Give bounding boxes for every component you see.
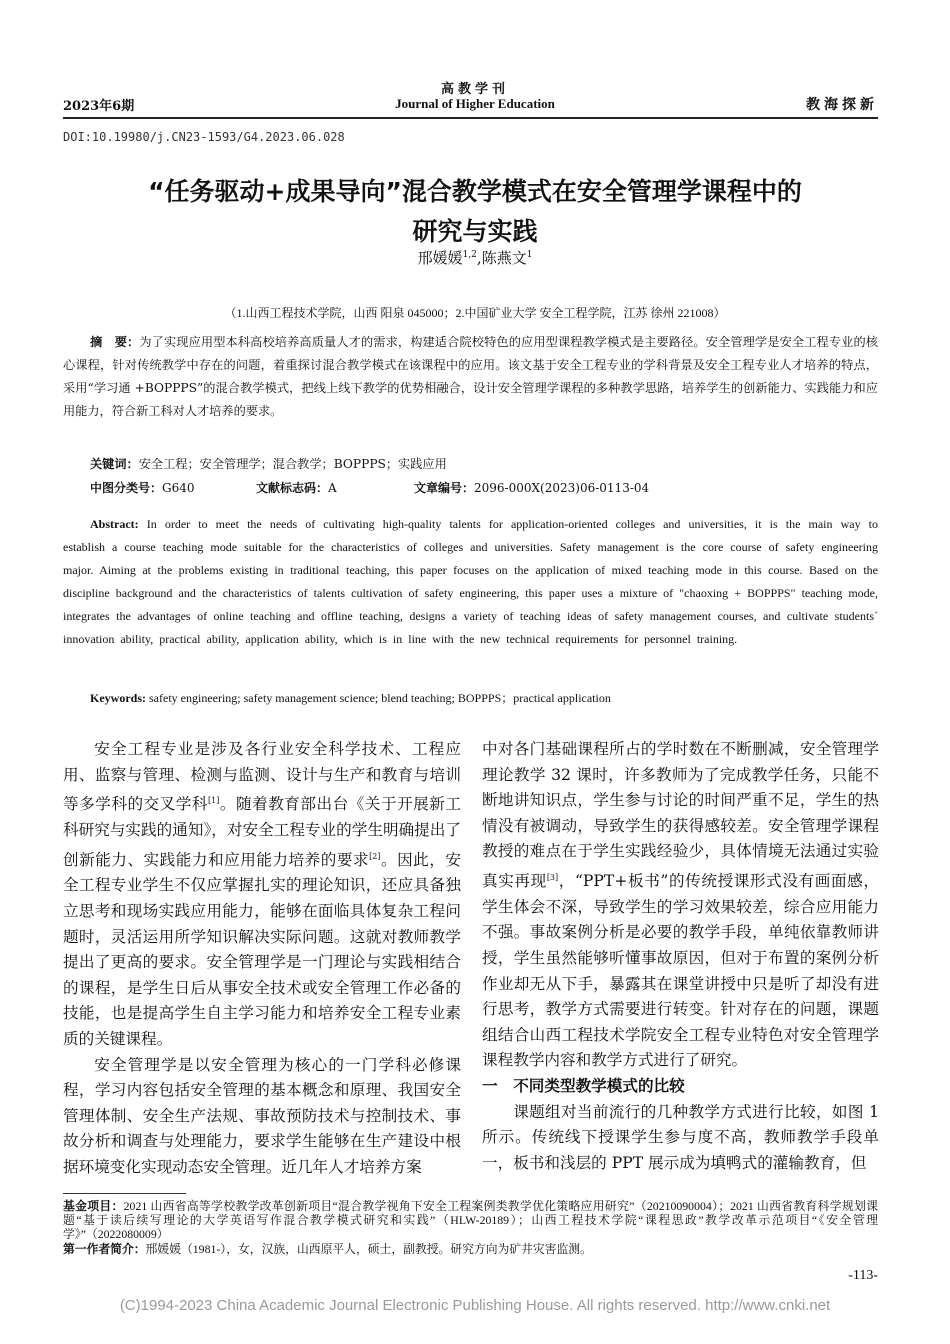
citation-3: [3] (546, 872, 559, 882)
abstract-zh (63, 331, 878, 423)
issue-label: 2023年6期 (63, 99, 135, 114)
title-line-1: “任务驱动+成果导向”混合教学模式在安全管理学课程中的 (148, 177, 802, 206)
keywords-en (90, 689, 611, 706)
journal-name-zh: 高教学刊 (440, 82, 509, 97)
header-rule (63, 117, 878, 119)
p1-text-c: 。因此，安全工程专业学生不仅应掌握扎实的理论知识，还应具备独立思考和现场实践应用能力，能够在面临具体复杂工程问题时，灵活运用所学知识解决实际问题。这就对教师教学提出了更高的要求。安全管理学是一门理论与实践相结合的课程，是学生日后从事安全技术或安全管理工作必备的技能，也是提高学生自主学习能力和培养安全工程专业素质的关键课程。 (63, 850, 461, 1048)
keywords-zh (90, 455, 447, 472)
abstract-zh-label: 摘 要： (90, 335, 140, 349)
paragraph-4: 课题组对当前流行的几种教学方式进行比较，如图 1 所示。传统线下授课学生参与度不高，教师教学手段单一，板书和浅层的 PPT 展示成为填鸭式的灌输教育，但 (482, 1102, 879, 1172)
page-number: -113- (848, 1268, 878, 1283)
abstract-en-text: In order to meet the needs of cultivating high-quality talents for application-oriented colleges and universities, it is the main way to establish a course teaching mode suitable for the characteristics of colleges and universities. Safety management is the core course of safety engineering major. Aiming at the problems existing in traditional teaching, this paper focuses on the application of mixed teaching mode in this course. Based on the discipline background and the characteristics of talents cultivation of safety engineering, this paper uses a mixture of "chaoxing + BOPPPS" teaching mode, integrates the advantages of online teaching and offline teaching, designs a variety of teaching ideas of safety management courses, and cultivate students´ innovation ability, practical ability, application ability, which is in line with the new technical requirements for personnel training. (63, 517, 878, 646)
doc-code-label: 文献标志码： (256, 481, 329, 495)
keywords-en-text: safety engineering; safety management science; blend teaching; BOPPPS；practical application (149, 691, 611, 705)
body-right-column (482, 737, 879, 1176)
journal-name-en: Journal of Higher Education (395, 96, 555, 111)
fund-label: 基金项目： (63, 1199, 124, 1213)
abstract-en (63, 513, 878, 651)
paragraph-3 (482, 737, 879, 1074)
doc-code-value: A (328, 481, 337, 495)
paper-title (0, 172, 950, 252)
author-bio-text: 邢媛媛（1981-），女，汉族，山西原平人，硕士，副教授。研究方向为矿井灾害监测。 (145, 1241, 592, 1256)
keywords-zh-label: 关键词： (90, 457, 139, 471)
author-1-affil: 1,2 (462, 250, 477, 260)
copyright-watermark: (C)1994-2023 China Academic Journal Electronic Publishing House. All rights reserved. http://www.cnki.net (119, 1297, 831, 1314)
footnotes (63, 1199, 878, 1256)
affiliation: （1.山西工程技术学院，山西 阳泉 045000；2.中国矿业大学 安全工程学院，江苏 徐州 221008） (224, 306, 726, 320)
author-2: 陈燕文 (481, 249, 527, 267)
citation-1: [1] (208, 796, 220, 806)
p3-text-a: 中对各门基础课程所占的学时数在不断删减，安全管理学理论教学 32 课时，许多教师为了完成教学任务，只能不断地讲知识点，学生参与讨论的时间严重不足，学生的热情没有被调动，导致学生的获得感较差。安全管理学课程教授的难点在于学生实践经验少，具体情境无法通过实验真实再现 (482, 740, 879, 891)
authors (0, 247, 950, 268)
keywords-en-label: Keywords: (90, 691, 146, 705)
author-separator: , (476, 249, 482, 267)
fund-footnote (63, 1199, 878, 1242)
citation-2: [2] (369, 851, 381, 861)
author-2-affil: 1 (526, 250, 533, 260)
author-footnote (63, 1242, 878, 1256)
doi: DOI:10.19980/j.CN23-1593/G4.2023.06.028 (63, 130, 345, 144)
section-heading-1: 一 不同类型教学模式的比较 (482, 1076, 685, 1095)
footnote-rule (63, 1193, 186, 1194)
title-line-2: 研究与实践 (412, 217, 538, 246)
fund-text: 2021 山西省高等学校教学改革创新项目“混合教学视角下安全工程案例类教学优化策略应用研究”（20210090004）；2021 山西省教育科学规划课题“基于读后续写理论的大学英语写作混合教学模式研究和实践”（HLW-20189）；山西工程技术学院“课程思政”教学改革示范项目“《安全管理学》”（2022080009） (63, 1199, 878, 1242)
p1-text-a: 安全工程专业是涉及各行业安全科学技术、工程应用、监察与管理、检测与监测、设计与生产和教育与培训等多学科的交叉学科 (63, 740, 461, 814)
clc-value: G640 (162, 481, 195, 495)
paragraph-1 (63, 737, 461, 1053)
paragraph-2: 安全管理学是以安全管理为核心的一门学科必修课程，学习内容包括安全管理的基本概念和原理、我国安全管理体制、安全生产法规、事故预防技术与控制技术、事故分析和调查与处理能力，要求学生能够在生产建设中根据环境变化实现动态安全管理。近几年人才培养方案 (63, 1055, 461, 1176)
author-1: 邢媛媛 (417, 249, 463, 267)
body-left-column (63, 737, 461, 1180)
column-label: 教海探新 (806, 97, 878, 113)
article-no-label: 文章编号： (414, 481, 475, 495)
classification (90, 479, 890, 496)
p1-text-b: 。随着教育部出台《关于开展新工科研究与实践的通知》，对安全工程专业的学生明确提出了创新能力、实践能力和应用能力培养的要求 (63, 795, 461, 869)
keywords-zh-text: 安全工程；安全管理学；混合教学；BOPPPS；实践应用 (138, 457, 447, 471)
clc-label: 中图分类号： (90, 481, 163, 495)
p3-text-b: ，“PPT+板书”的传统授课形式没有画面感，学生体会不深，导致学生的学习效果较差，综合应用能力不强。事故案例分析是必要的教学手段，单纯依靠教师讲授，学生虽然能够听懂事故原因，但对于布置的案例分析作业却无从下手，暴露其在课堂讲授中只是听了却没有进行思考，教学方式需要进行转变。针对存在的问题，课题组结合山西工程技术学院安全工程专业特色对安全管理学课程教学内容和教学方式进行了研究。 (482, 872, 879, 1070)
abstract-zh-text: 为了实现应用型本科高校培养高质量人才的需求，构建适合院校特色的应用型课程教学模式是主要路径。安全管理学是安全工程专业的核心课程，针对传统教学中存在的问题，着重探讨混合教学模式在该课程中的应用。该文基于安全工程专业的学科背景及安全工程专业人才培养的特点，采用“学习通 +BOPPPS”的混合教学模式，把线上线下教学的优势相融合，设计安全管理学课程的多种教学思路，培养学生的创新能力、实践能力和应用能力，符合新工科对人才培养的要求。 (63, 335, 878, 418)
author-bio-label: 第一作者简介： (63, 1241, 146, 1256)
article-no-value: 2096-000X(2023)06-0113-04 (474, 481, 650, 495)
abstract-en-label: Abstract: (90, 517, 139, 531)
